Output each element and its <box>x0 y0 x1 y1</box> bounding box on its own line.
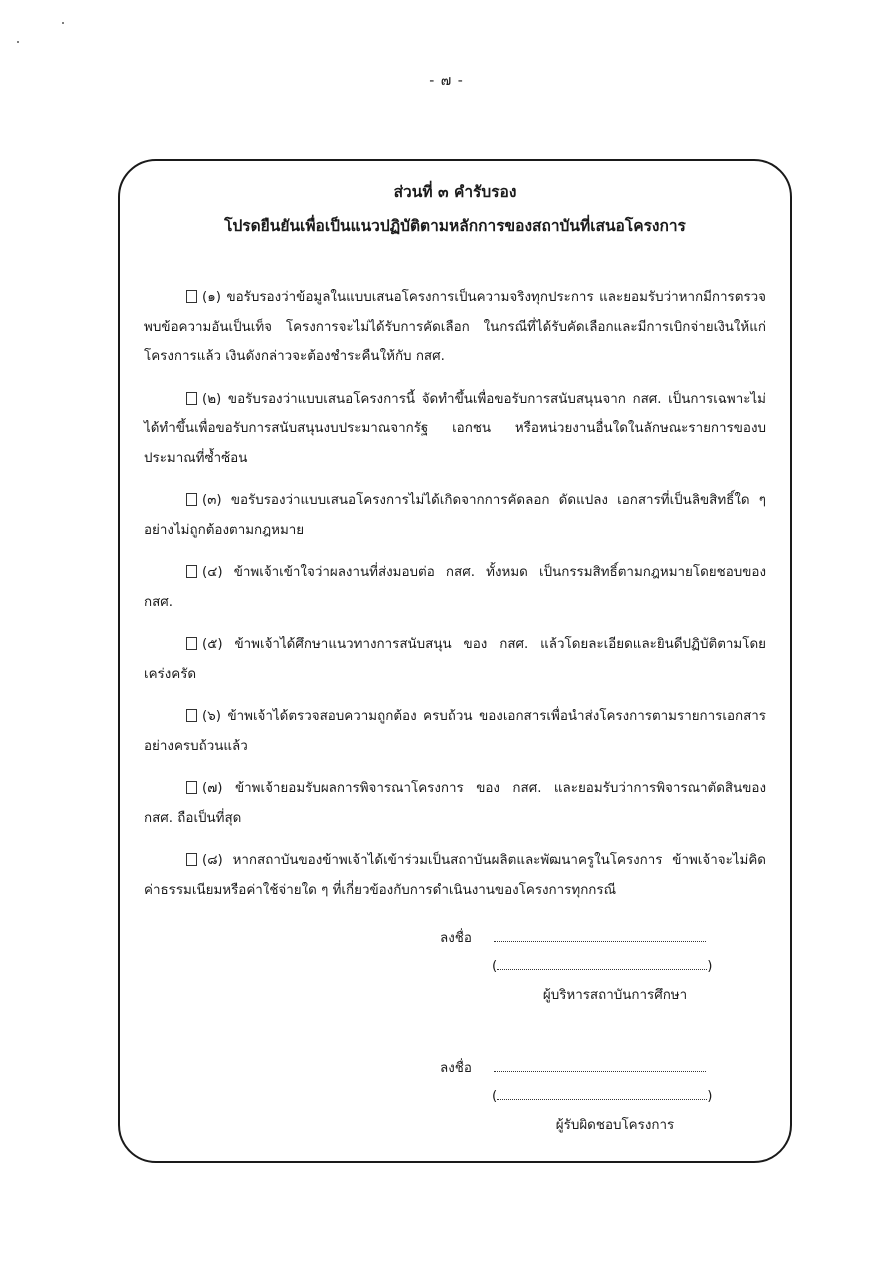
certification-list <box>144 283 766 918</box>
certification-item-text: (๗) ข้าพเจ้ายอมรับผลการพิจารณาโครงการ ของ กสศ. และยอมรับว่าการพิจารณาตัดสินของ กสศ. ถือเป็นที่สุด <box>144 781 766 826</box>
certification-item <box>144 774 766 833</box>
certification-item-text: (๑) ขอรับรองว่าข้อมูลในแบบเสนอโครงการเป็นความจริงทุกประการ และยอมรับว่าหากมีการตรวจพบข้อความอันเป็นเท็จ โครงการจะไม่ได้รับการคัดเลือก ในกรณีที่ได้รับคัดเลือกและมีการเบิกจ่ายเงินให้แก่โครงการแล้ว เงินดังกล่าวจะต้องชำระคืนให้กับ กสศ. <box>144 290 766 364</box>
certification-item <box>144 630 766 689</box>
printed-name-line[interactable] <box>497 1085 707 1100</box>
certification-item-text: (๘) หากสถาบันของข้าพเจ้าได้เข้าร่วมเป็นสถาบันผลิตและพัฒนาครูในโครงการ ข้าพเจ้าจะไม่คิดค่าธรรมเนียมหรือค่าใช้จ่ายใด ๆ ที่เกี่ยวข้องกับการดำเนินงานของโครงการทุกกรณี <box>144 853 766 898</box>
close-paren: ) <box>707 1089 713 1104</box>
signature-label: ลงชื่อ <box>440 931 472 946</box>
signer-role: ผู้รับผิดชอบโครงการ <box>555 1118 675 1133</box>
signature-line[interactable] <box>494 927 706 942</box>
certification-checkbox[interactable] <box>186 853 197 866</box>
certification-item-text: (๔) ข้าพเจ้าเข้าใจว่าผลงานที่ส่งมอบต่อ กสศ. ทั้งหมด เป็นกรรมสิทธิ์ตามกฎหมายโดยชอบของ กสศ. <box>144 565 766 610</box>
signature-line[interactable] <box>494 1057 706 1072</box>
page-number: - ๗ - <box>429 73 464 89</box>
scan-speck <box>62 22 64 24</box>
close-paren: ) <box>707 959 713 974</box>
section-title: ส่วนที่ ๓ คำรับรอง <box>393 183 517 201</box>
certification-item-text: (๕) ข้าพเจ้าได้ศึกษาแนวทางการสนับสนุน ของ กสศ. แล้วโดยละเอียดและยินดีปฏิบัติตามโดยเคร่งครัด <box>144 637 766 682</box>
certification-item <box>144 486 766 545</box>
certification-checkbox[interactable] <box>186 392 197 405</box>
certification-item-text: (๓) ขอรับรองว่าแบบเสนอโครงการไม่ได้เกิดจากการคัดลอก ดัดแปลง เอกสารที่เป็นลิขสิทธิ์ใด ๆ อย่างไม่ถูกต้องตามกฎหมาย <box>144 493 766 538</box>
certification-item <box>144 283 766 372</box>
section-header <box>118 180 792 239</box>
signature-row <box>440 925 740 953</box>
signature-row <box>440 1055 740 1083</box>
signature-label: ลงชื่อ <box>440 1061 472 1076</box>
certification-checkbox[interactable] <box>186 290 197 303</box>
certification-checkbox[interactable] <box>186 637 197 650</box>
certification-item-text: (๒) ขอรับรองว่าแบบเสนอโครงการนี้ จัดทำขึ้นเพื่อขอรับการสนับสนุนจาก กสศ. เป็นการเฉพาะไม่ได้ทำขึ้นเพื่อขอรับการสนับสนุนงบประมาณจากรัฐ เอกชน หรือหน่วยงานอื่นใดในลักษณะรายการของบประมาณที่ซ้ำซ้อน <box>144 391 766 466</box>
certification-item-text: (๖) ข้าพเจ้าได้ตรวจสอบความถูกต้อง ครบถ้วน ของเอกสารเพื่อนำส่งโครงการตามรายการเอกสารอย่างครบถ้วนแล้ว <box>144 709 766 754</box>
open-paren: ( <box>492 959 498 974</box>
open-paren: ( <box>492 1089 498 1104</box>
certification-item <box>144 846 766 905</box>
printed-name-row <box>440 953 740 981</box>
printed-name-line[interactable] <box>497 955 707 970</box>
certification-checkbox[interactable] <box>186 493 197 506</box>
scan-speck <box>17 41 19 43</box>
signature-block-project-lead <box>440 1055 740 1141</box>
printed-name-row <box>440 1083 740 1111</box>
certification-checkbox[interactable] <box>186 709 197 722</box>
certification-item <box>144 558 766 617</box>
certification-checkbox[interactable] <box>186 781 197 794</box>
section-subtitle: โปรดยืนยันเพื่อเป็นแนวปฏิบัติตามหลักการของสถาบันที่เสนอโครงการ <box>224 217 686 235</box>
signature-block-administrator <box>440 925 740 1011</box>
certification-item <box>144 385 766 474</box>
signer-role: ผู้บริหารสถาบันการศึกษา <box>542 988 688 1003</box>
certification-item <box>144 702 766 761</box>
certification-checkbox[interactable] <box>186 565 197 578</box>
